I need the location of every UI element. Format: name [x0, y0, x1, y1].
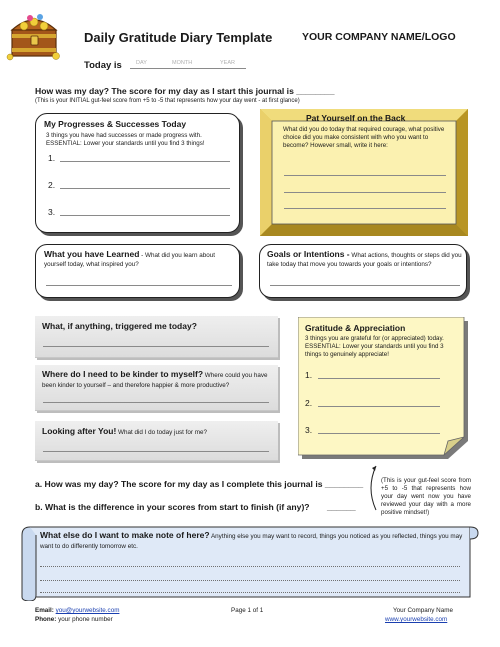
gratitude-line-2[interactable] — [318, 406, 440, 407]
footer-company: Your Company Name — [393, 607, 453, 614]
footer-email — [35, 607, 119, 614]
company-logo-text: YOUR COMPANY NAME/LOGO — [302, 31, 456, 43]
treasure-chest-icon — [4, 4, 64, 62]
bracket-arrow-icon — [364, 462, 378, 514]
footer-phone-value: your phone number — [58, 616, 113, 623]
progress-box — [35, 113, 240, 233]
pat-back-line-3[interactable] — [284, 208, 446, 209]
progress-item-3: 3. — [48, 207, 56, 217]
date-day: DAY — [136, 60, 147, 66]
looking-title: Looking after You! — [42, 426, 117, 436]
date-year: YEAR — [220, 60, 235, 66]
date-line[interactable] — [130, 68, 246, 69]
footer-phone — [35, 616, 113, 623]
gratitude-line-3[interactable] — [318, 433, 440, 434]
page-title: Daily Gratitude Diary Template — [84, 30, 273, 45]
pat-back-desc: What did you do today that required courage, what positive choice did you make consistent with who you want to become? However small, write it here: — [283, 126, 445, 149]
kinder-line[interactable] — [43, 402, 269, 403]
looking-desc: What did I do today just for me? — [116, 429, 207, 436]
progress-title: My Progresses & Successes Today — [44, 119, 187, 129]
triggered-title: What, if anything, triggered me today? — [42, 321, 197, 331]
pat-back-line-2[interactable] — [284, 192, 446, 193]
notes-text — [40, 530, 465, 552]
pat-back-title: Pat Yourself on the Back — [306, 113, 406, 123]
final-score-note: (This is your gut-feel score from +5 to -5 that represents how your day went now you have reviewed your day with a more positive mindset!) — [381, 477, 471, 516]
learned-title: What you have Learned — [44, 249, 140, 259]
difference-blank[interactable]: ______ — [327, 502, 356, 512]
goals-box — [259, 244, 467, 298]
initial-score-question: How was my day? The score for my day as I start this journal is ________ — [35, 86, 335, 96]
goals-line[interactable] — [270, 285, 460, 286]
goals-title: Goals or Intentions - — [267, 249, 350, 259]
progress-line-2[interactable] — [60, 188, 230, 189]
gratitude-item-3: 3. — [305, 425, 313, 435]
kinder-box — [35, 365, 278, 411]
goals-text — [267, 250, 462, 269]
today-label: Today is — [84, 60, 122, 71]
looking-text — [42, 426, 274, 438]
learned-text — [44, 250, 234, 269]
kinder-text — [42, 369, 274, 391]
footer-email-link[interactable]: you@yourwebsite.com — [55, 607, 120, 614]
progress-line-3[interactable] — [60, 215, 230, 216]
initial-score-note: (This is your INITIAL gut-feel score from +5 to -5 that represents how your day went - at first glance) — [35, 98, 300, 104]
footer-page-number: Page 1 of 1 — [231, 607, 264, 614]
notes-line-2[interactable] — [40, 580, 460, 581]
gratitude-desc: 3 things you are grateful for (or appreciated) today. ESSENTIAL: Lower your standards until you find 3 things to genuinely appreciate! — [305, 335, 444, 358]
learned-box — [35, 244, 240, 298]
goals-desc: What actions, thoughts or steps did you take today that move you towards your goals or intentions? — [267, 252, 462, 268]
learned-line[interactable] — [46, 285, 232, 286]
looking-line[interactable] — [43, 451, 269, 452]
kinder-desc: Where could you have been kinder to yourself – and therefore happier & more productive? — [42, 372, 268, 389]
progress-desc: 3 things you have had successes or made progress with. ESSENTIAL: Lower your standards until you find 3 things! — [46, 132, 205, 147]
gratitude-item-1: 1. — [305, 370, 313, 380]
gratitude-line-1[interactable] — [318, 378, 440, 379]
gratitude-title: Gratitude & Appreciation — [305, 323, 406, 333]
final-score-question: a. How was my day? The score for my day as I complete this journal is ________ — [35, 479, 364, 489]
footer-phone-label: Phone: — [35, 616, 57, 623]
progress-item-1: 1. — [48, 153, 56, 163]
progress-item-2: 2. — [48, 180, 56, 190]
pat-back-line-1[interactable] — [284, 175, 446, 176]
footer-email-label: Email: — [35, 607, 54, 614]
progress-line-1[interactable] — [60, 161, 230, 162]
triggered-line[interactable] — [43, 346, 269, 347]
date-month: MONTH — [172, 60, 193, 66]
notes-line-3[interactable] — [40, 592, 460, 593]
footer-website-link[interactable]: www.yourwebsite.com — [385, 616, 448, 623]
gratitude-item-2: 2. — [305, 398, 313, 408]
triggered-box — [35, 316, 278, 358]
notes-title: What else do I want to make note of here? — [40, 530, 210, 540]
difference-question: b. What is the difference in your scores from start to finish (if any)? — [35, 502, 310, 512]
notes-desc: Anything else you may want to record, things you noticed as you reflected, things you may want to do differently tomorrow etc. — [40, 533, 463, 550]
looking-box — [35, 421, 278, 461]
notes-line-1[interactable] — [40, 566, 460, 567]
kinder-title: Where do I need to be kinder to myself? — [42, 369, 204, 379]
learned-desc: - What did you learn about yourself today, what inspired you? — [44, 252, 216, 268]
